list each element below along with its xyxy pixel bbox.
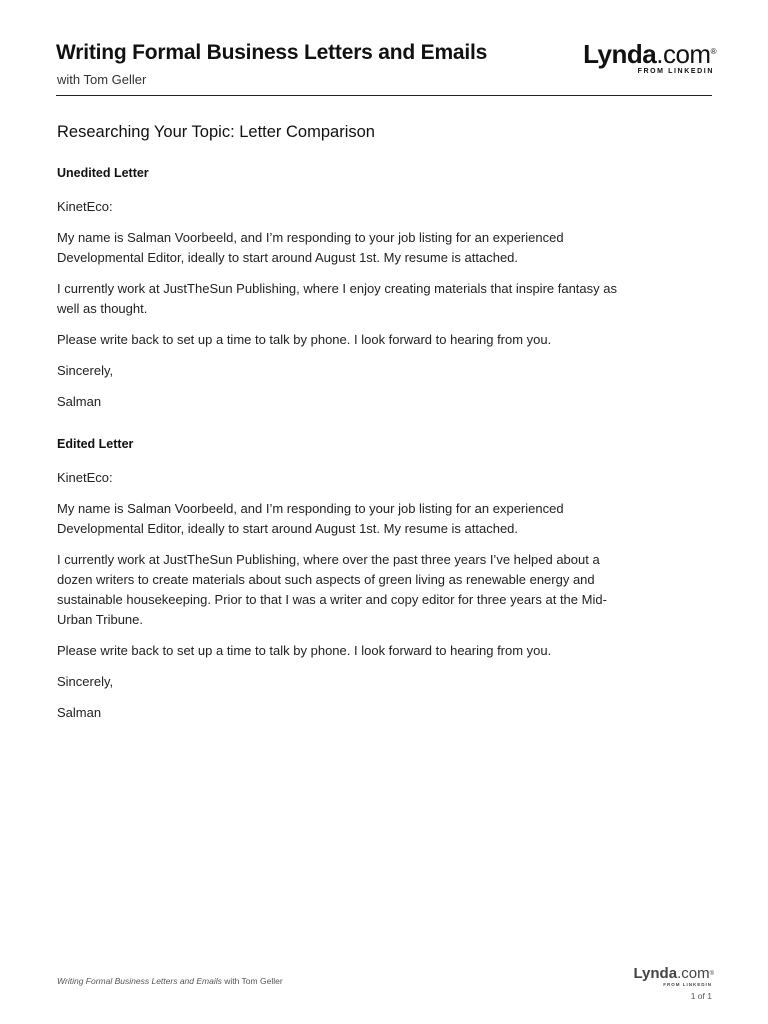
- footer-lynda-logo: [633, 966, 714, 987]
- letter-paragraph: I currently work at JustTheSun Publishing, where I enjoy creating materials that inspire fantasy as well as thought.: [57, 281, 617, 316]
- logo-wordmark: [583, 40, 716, 68]
- letter-signature: Salman: [57, 394, 102, 409]
- footer-author: with Tom Geller: [221, 976, 283, 986]
- footer-course-credit: [57, 976, 283, 986]
- letter-paragraph: Please write back to set up a time to talk by phone. I look forward to hearing from you.: [57, 332, 552, 347]
- letter-paragraph: My name is Salman Voorbeeld, and I’m responding to your job listing for an experienced Developmental Editor, ideally to start around August 1st. My resume is attached.: [57, 501, 564, 536]
- course-title: Writing Formal Business Letters and Emails: [56, 41, 488, 64]
- letter-closing: Sincerely,: [57, 674, 114, 689]
- course-author: with Tom Geller: [57, 72, 147, 87]
- letter-paragraph: Please write back to set up a time to talk by phone. I look forward to hearing from you.: [57, 643, 552, 658]
- letter-heading: Edited Letter: [57, 437, 134, 451]
- logo-word-bold: Lynda: [583, 39, 657, 69]
- letter-closing: Sincerely,: [57, 363, 114, 378]
- letter-heading: Unedited Letter: [57, 166, 149, 180]
- logo-registered-mark: ®: [710, 47, 716, 56]
- edited-letter: [57, 434, 627, 723]
- logo-tagline: FROM LINKEDIN: [637, 68, 714, 75]
- letters-content: [57, 163, 627, 734]
- footer-logo-wordmark: [633, 966, 714, 982]
- letter-salutation: KinetEco:: [57, 470, 113, 485]
- letter-salutation: KinetEco:: [57, 199, 113, 214]
- lynda-logo: [583, 40, 716, 75]
- header-divider: [56, 95, 712, 96]
- letter-paragraph: My name is Salman Voorbeeld, and I’m responding to your job listing for an experienced Developmental Editor, ideally to start around August 1st. My resume is attached.: [57, 230, 564, 265]
- letter-signature: Salman: [57, 705, 102, 720]
- footer-logo-word-bold: Lynda: [633, 965, 678, 982]
- unedited-letter: [57, 163, 627, 412]
- footer-logo-word-regular: .com: [677, 965, 710, 982]
- footer-logo-tagline: FROM LINKEDIN: [663, 982, 712, 987]
- logo-word-regular: .com: [656, 39, 711, 69]
- footer-logo-registered-mark: ®: [709, 971, 714, 977]
- section-title: Researching Your Topic: Letter Comparison: [57, 123, 375, 141]
- letter-paragraph: I currently work at JustTheSun Publishing, where over the past three years I’ve helped about a dozen writers to create materials about such aspects of green living as renewable energy and sustainable housekeeping. Prior to that I was a writer and copy editor for three years at the Mid-Urban Tribune.: [57, 552, 607, 627]
- footer-course-title: Writing Formal Business Letters and Emails: [57, 976, 222, 986]
- page-number: 1 of 1: [690, 991, 712, 1001]
